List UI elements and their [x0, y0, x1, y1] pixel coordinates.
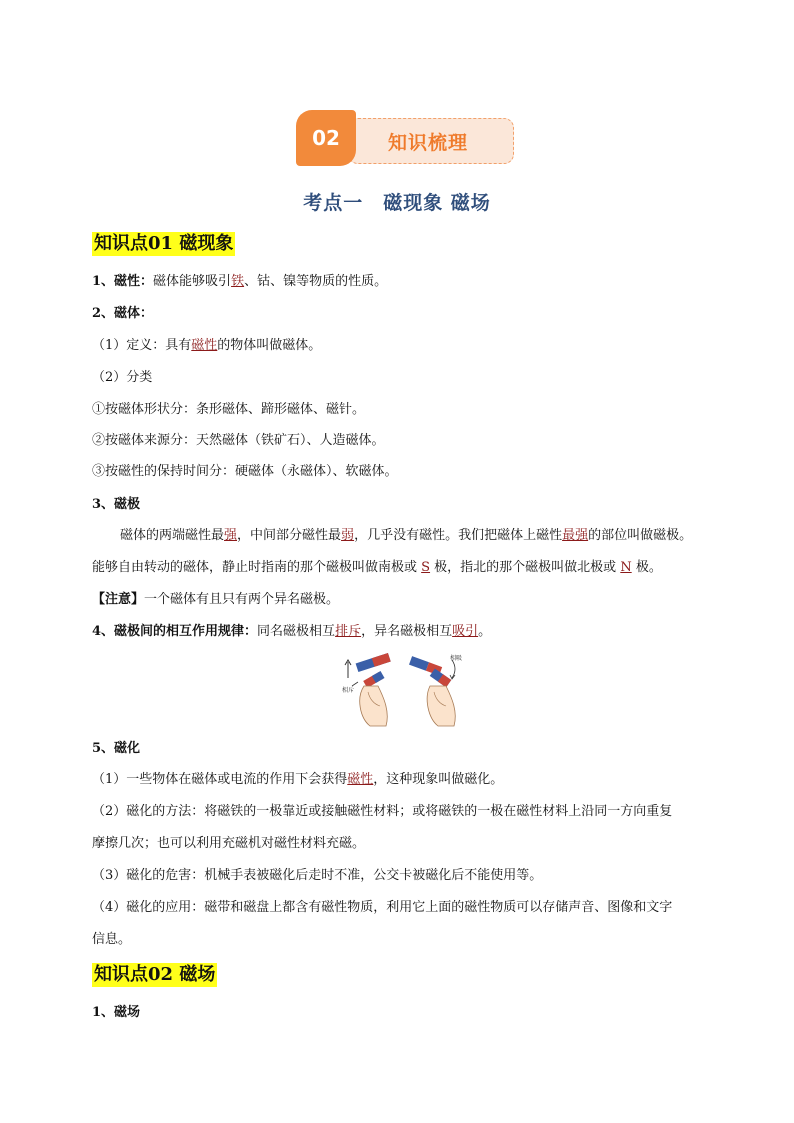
banner-label: 知识梳理: [388, 132, 469, 154]
s4-text: ，异名磁极相互: [361, 624, 453, 639]
p1-text: 磁体的两端磁性最: [120, 528, 225, 543]
kp1-s2-def: [92, 336, 321, 356]
kp1-s5-l4b: 信息。: [92, 932, 132, 947]
answer-blank: S: [421, 560, 431, 575]
s1-text-end: 、钴、镍等物质的性质。: [244, 274, 388, 289]
kp1-s2-c1: ①按磁体形状分：条形磁体、蹄形磁体、磁针。: [92, 402, 366, 417]
p1-text: 的部位叫做磁极。: [588, 528, 693, 543]
answer-blank: N: [620, 560, 632, 575]
kp1-s3-p1: [120, 526, 692, 546]
kp1-s5-l2a: （2）磁化的方法：将磁铁的一极靠近或接触磁性材料；或将磁铁的一极在磁性材料上沿同一方向重复: [92, 804, 673, 819]
kp1-s2-classification: （2）分类: [92, 370, 153, 385]
s4-text: 同名磁极相互: [257, 624, 336, 639]
repel-caption: 相斥: [342, 687, 355, 694]
kp2-heading: 知识点02 磁场: [94, 964, 216, 985]
l1-text: （1）一些物体在磁体或电流的作用下会获得: [92, 772, 348, 787]
answer-blank: 磁性: [191, 338, 218, 353]
s4-label: 4、磁极间的相互作用规律：: [92, 624, 258, 639]
magnet-interaction-figure: [334, 652, 468, 730]
kp1-s3-note: [92, 590, 339, 610]
kp2-s1-label: 1、磁场: [92, 1005, 141, 1020]
s4-text: 。: [478, 624, 492, 639]
answer-blank: 吸引: [452, 624, 479, 639]
kp1-s3-label: 3、磁极: [92, 497, 141, 512]
kp1-s5-l1: [92, 770, 503, 790]
attract-caption: 相吸: [450, 655, 463, 662]
kp1-s5-label: 5、磁化: [92, 741, 141, 756]
note-text: 一个磁体有且只有两个异名磁极。: [144, 592, 340, 607]
answer-blank: 磁性: [347, 772, 374, 787]
p1-text: ，中间部分磁性最: [237, 528, 342, 543]
p2-text: 能够自由转动的磁体，静止时指南的那个磁极叫做南极或: [92, 560, 422, 575]
answer-blank: 铁: [231, 274, 245, 289]
s1-text: 磁体能够吸引: [153, 274, 232, 289]
l1-text: ，这种现象叫做磁化。: [373, 772, 504, 787]
s1-label: 1、磁性：: [92, 274, 154, 289]
section-banner: [296, 110, 518, 168]
kp1-s5-l2b: 摩擦几次；也可以利用充磁机对磁性材料充磁。: [92, 836, 366, 851]
kp1-s5-l4a: （4）磁化的应用：磁带和磁盘上都含有磁性物质，利用它上面的磁性物质可以存储声音、图像和文字: [92, 900, 673, 915]
kp1-s5-l3: （3）磁化的危害：机械手表被磁化后走时不准，公交卡被磁化后不能使用等。: [92, 868, 543, 883]
kp1-s2-label: 2、磁体：: [92, 306, 154, 321]
p1-text: ，几乎没有磁性。我们把磁体上磁性: [354, 528, 563, 543]
answer-blank: 最强: [562, 528, 589, 543]
kp1-s4: [92, 622, 491, 642]
attract-illustration: [409, 654, 462, 726]
kp1-s2-c2: ②按磁体来源分：天然磁体（铁矿石）、人造磁体。: [92, 433, 385, 448]
topic-title: 考点一 磁现象 磁场: [303, 192, 491, 214]
p2-text: 极。: [631, 560, 662, 575]
def-text-end: 的物体叫做磁体。: [217, 338, 322, 353]
kp1-s3-p2: [92, 558, 662, 578]
repel-illustration: [342, 653, 391, 726]
p2-text: 极，指北的那个磁极叫做北极或: [430, 560, 621, 575]
answer-blank: 弱: [341, 528, 355, 543]
def-text: （1）定义：具有: [92, 338, 192, 353]
banner-number: 02: [296, 110, 356, 166]
kp1-s1: [92, 272, 387, 292]
note-tag: 【注意】: [92, 592, 145, 607]
answer-blank: 强: [224, 528, 238, 543]
kp1-s2-c3: ③按磁性的保持时间分：硬磁体（永磁体）、软磁体。: [92, 464, 398, 479]
answer-blank: 排斥: [335, 624, 362, 639]
kp1-heading: 知识点01 磁现象: [94, 233, 234, 254]
